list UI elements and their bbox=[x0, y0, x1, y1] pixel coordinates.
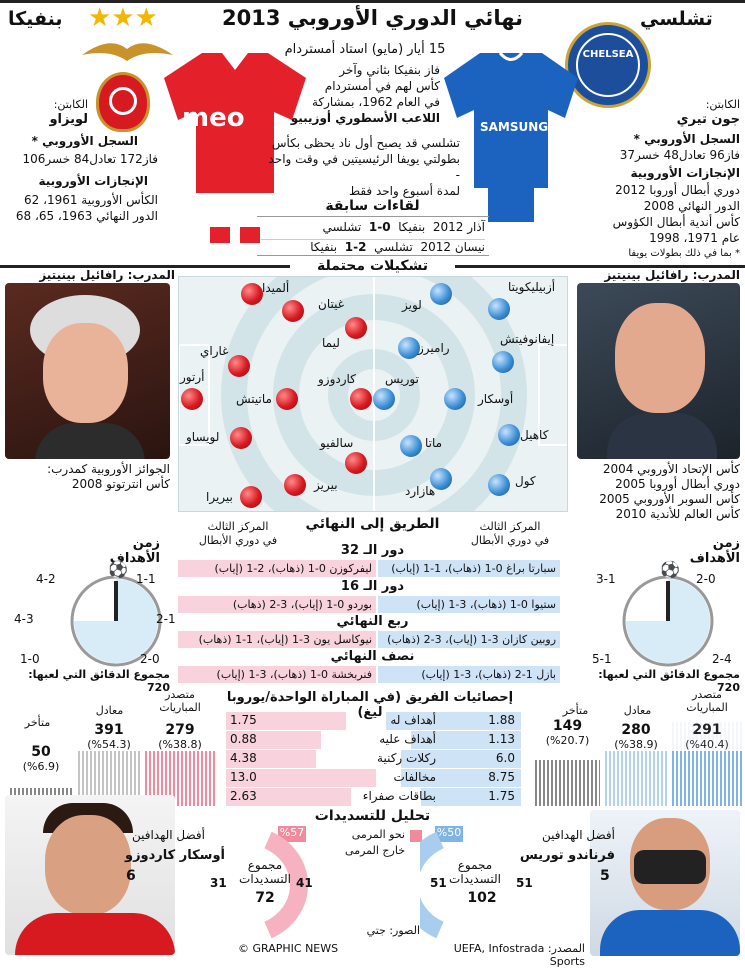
benfica-off-target: 31 bbox=[210, 876, 227, 890]
previous-meeting-row: نيسان 2012 تشلسي 2-1 بنفيكا bbox=[261, 239, 485, 254]
stat-row: 2.63 بطاقات صفراء 1.75 bbox=[226, 788, 521, 806]
benfica-coach-label: المدرب: رافائيل بينيتيز bbox=[39, 268, 175, 282]
player-name: ليما bbox=[322, 336, 340, 350]
rank-value: 391 (%54.3) bbox=[78, 722, 140, 751]
lineups-title: تشكيلات محتملة bbox=[290, 258, 455, 274]
chelsea-captain: جون تيري bbox=[676, 112, 740, 127]
goal-time-label: 5-1 bbox=[592, 652, 612, 666]
player-marker bbox=[276, 388, 298, 410]
page-title: نهائي الدوري الأوروبي 2013 bbox=[222, 6, 523, 30]
chelsea-note: * بما في ذلك بطولات يويفا bbox=[628, 248, 740, 259]
previous-meetings-title: لقاءات سابقة bbox=[325, 198, 420, 214]
chelsea-place: المركز الثالث في دوري الأبطال bbox=[470, 520, 550, 547]
chelsea-record: فاز96 تعادل48 خسر37 bbox=[619, 148, 740, 162]
player-name: توريس bbox=[385, 372, 419, 386]
chelsea-off-target: 51 bbox=[516, 876, 533, 890]
benfica-goal-time-title: زمن الأهداف bbox=[109, 536, 160, 566]
player-marker bbox=[488, 474, 510, 496]
rank-header: متأخر bbox=[24, 716, 51, 729]
rank-value: 149 (%20.7) bbox=[545, 718, 590, 747]
player-marker bbox=[373, 388, 395, 410]
team-benfica-name: بنفيكا bbox=[8, 8, 63, 30]
chelsea-result: بازل 1-2 (ذهاب)، 3-1 (إياب) bbox=[378, 666, 560, 683]
chelsea-crest-icon: CHELSEA bbox=[565, 22, 651, 108]
rank-header: معادل bbox=[95, 704, 124, 717]
benfica-scorer-goals: 6 bbox=[126, 868, 136, 884]
player-name: لويساو bbox=[186, 430, 220, 444]
player-marker bbox=[230, 427, 252, 449]
road-title: الطريق إلى النهائي bbox=[305, 516, 440, 532]
chelsea-achievements: دوري أبطال أوروبا 2012 الدور النهائي 2008 كأس أندية أبطال الكؤوس عام 1971، 1998 bbox=[612, 183, 740, 245]
benfica-scorer-photo bbox=[5, 795, 175, 955]
rank-header: متصدر المباريات bbox=[686, 688, 728, 714]
player-marker bbox=[345, 452, 367, 474]
previous-meetings-table bbox=[257, 216, 489, 256]
benfica-scorer-label: أفضل الهدافين bbox=[131, 828, 205, 842]
goal-time-label: 1-0 bbox=[20, 652, 40, 666]
player-name: أوسكار bbox=[478, 392, 514, 406]
benfica-on-target: 41 bbox=[296, 876, 313, 890]
benfica-total-label: مجموع التسديدات bbox=[239, 858, 291, 886]
player-name: إيفانوفيتش bbox=[500, 332, 555, 346]
chelsea-result: ستيوا 0-1 (ذهاب)، 3-1 (إياب) bbox=[378, 596, 560, 613]
benfica-minutes-label: مجموع الدقائق التي لعبها: 720 bbox=[28, 668, 170, 694]
chelsea-coach-label: المدرب: رافائيل بينيتيز bbox=[604, 268, 740, 282]
stat-row: 1.75 أهداف له 1.88 bbox=[226, 712, 521, 730]
player-marker bbox=[492, 351, 514, 373]
benfica-kit-icon: meo bbox=[160, 48, 310, 248]
chelsea-coach-awards: كأس الإتحاد الأوروبي 2004 دوري أبطال أوروبا 2005 كأس السوبر الأوروبي 2005 كأس العالم للأندية 2010 bbox=[599, 462, 740, 521]
rank-header: متأخر bbox=[562, 704, 589, 717]
benfica-captain: لويزاو bbox=[49, 112, 88, 127]
player-name: لويز bbox=[402, 298, 422, 312]
chelsea-history-text: تشلسي قد يصبح أول ناد يحظى بكأس بطولتي يويفا الرئيسيتين في وقت واحد - لمدة أسبوع واحد فقط bbox=[268, 136, 460, 198]
shots-title: تحليل للتسديدات bbox=[314, 808, 431, 824]
player-name: كاردوزو bbox=[318, 372, 356, 386]
benfica-record-label: السجل الأوروبي * bbox=[31, 134, 138, 148]
chelsea-scorer-name: فرناندو توريس bbox=[519, 848, 615, 863]
player-marker bbox=[498, 424, 520, 446]
stat-row: 0.88 أهداف عليه 1.13 bbox=[226, 731, 521, 749]
chelsea-goal-time-title: زمن الأهداف bbox=[689, 536, 740, 566]
benfica-shot-pct: %57 bbox=[278, 826, 306, 842]
benfica-result: فنربخشة 0-1 (ذهاب)، 3-1 (إياب) bbox=[178, 666, 376, 683]
player-marker bbox=[282, 300, 304, 322]
rank-value: 291 (%40.4) bbox=[672, 722, 742, 751]
benfica-history-text: فاز بنفيكا بثاني وآخر كأس لهم في أمستردام في العام 1962، بمشاركة اللاعب الأسطوري أوزيبيو bbox=[290, 63, 440, 125]
photos-credit: الصور: جتي bbox=[366, 924, 420, 937]
benfica-achievements: الكأس الأوروبية 1961، 62 الدور النهائي 1963، 65، 68 bbox=[15, 193, 158, 223]
rank-value: 280 (%38.9) bbox=[605, 722, 667, 751]
player-marker bbox=[284, 474, 306, 496]
player-marker bbox=[350, 388, 372, 410]
player-name: أرتور bbox=[180, 370, 205, 384]
stats-title: إحصائيات الفريق (في المباراة الواحدة/يوروبا ليغ) bbox=[226, 690, 514, 720]
player-name: بيريز bbox=[314, 478, 338, 492]
stage-label: ربع النهائي bbox=[336, 614, 409, 629]
chelsea-result: سبارتا براغ 0-1 (ذهاب)، 1-1 (إياب) bbox=[378, 560, 560, 577]
chelsea-result: روبين كازان 3-1 (إياب)، 3-2 (ذهاب) bbox=[378, 631, 560, 648]
benfica-crest-icon bbox=[96, 72, 150, 132]
goal-time-label: 2-0 bbox=[140, 652, 160, 666]
player-marker bbox=[430, 283, 452, 305]
football-icon: ⚽ bbox=[660, 560, 680, 579]
chelsea-scorer-goals: 5 bbox=[600, 868, 610, 884]
player-name: بيريرا bbox=[206, 490, 233, 504]
player-name: هازارد bbox=[405, 484, 436, 498]
chelsea-total-label: مجموع التسديدات bbox=[449, 858, 501, 886]
goal-time-label: 2-4 bbox=[712, 652, 732, 666]
player-marker bbox=[488, 298, 510, 320]
chelsea-coach-photo bbox=[577, 283, 740, 459]
stage-label: دور الـ 16 bbox=[340, 579, 405, 594]
stat-row: 4.38 ركلات ركنية 6.0 bbox=[226, 750, 521, 768]
graphic-news-credit: © GRAPHIC NEWS bbox=[238, 942, 339, 955]
benfica-result: نيوكاسل يون 3-1 (إياب)، 1-1 (ذهاب) bbox=[178, 631, 376, 648]
chelsea-goal-clock bbox=[620, 573, 716, 669]
player-name: ماتيتش bbox=[236, 392, 272, 406]
player-name: غيتان bbox=[318, 297, 344, 311]
chelsea-shot-pct: %50 bbox=[435, 826, 463, 842]
benfica-coach-photo bbox=[5, 283, 170, 459]
source-credit: المصدر: UEFA, Infostrada Sports bbox=[453, 942, 585, 968]
benfica-record: فاز172 تعادل84 خسر106 bbox=[22, 152, 158, 166]
player-name: راميرز bbox=[418, 341, 450, 355]
benfica-place: المركز الثالث في دوري الأبطال bbox=[198, 520, 278, 547]
player-name: ماتا bbox=[425, 436, 443, 450]
stage-label: دور الـ 32 bbox=[340, 543, 405, 558]
previous-meeting-row: آذار 2012 بنفيكا 0-1 تشلسي bbox=[322, 220, 485, 234]
benfica-result: ليفركوزن 0-1 (ذهاب)، 2-1 (إياب) bbox=[178, 560, 376, 577]
chelsea-total: 102 bbox=[467, 890, 497, 906]
goal-time-label: 2-1 bbox=[156, 612, 176, 626]
benfica-total: 72 bbox=[255, 890, 275, 906]
chelsea-scorer-label: أفضل الهدافين bbox=[541, 828, 615, 842]
football-icon: ⚽ bbox=[108, 560, 128, 579]
player-name-marker bbox=[345, 317, 367, 339]
team-chelsea-name: تشلسي bbox=[640, 8, 713, 30]
goal-time-label: 4-3 bbox=[14, 612, 34, 626]
rank-value: 50 (%6.9) bbox=[22, 744, 60, 773]
legend-off: خارج المرمى bbox=[345, 844, 405, 857]
player-marker bbox=[228, 355, 250, 377]
benfica-result: بوردو 0-1 (إياب)، 3-2 (ذهاب) bbox=[178, 596, 376, 613]
player-name: كاهيل bbox=[520, 428, 549, 442]
goal-time-label: 3-1 bbox=[596, 572, 616, 586]
chelsea-kit-icon: SAMSUNG bbox=[440, 48, 582, 238]
chelsea-achievements-label: الإنجازات الأوروبية bbox=[630, 166, 740, 180]
player-name: سالفيو bbox=[320, 436, 354, 450]
rank-header: معادل bbox=[623, 704, 652, 717]
goal-time-label: 2-0 bbox=[696, 572, 716, 586]
player-name: غاراي bbox=[200, 344, 229, 358]
match-info: 15 أيار (مايو) استاد أمستردام bbox=[284, 42, 446, 57]
player-name: ألميدا bbox=[262, 281, 290, 295]
benfica-captain-label: الكابتن: bbox=[53, 98, 88, 111]
player-marker bbox=[444, 388, 466, 410]
player-marker bbox=[398, 337, 420, 359]
chelsea-captain-label: الكابتن: bbox=[705, 98, 740, 111]
goal-time-label: 4-2 bbox=[36, 572, 56, 586]
rank-header: متصدر المباريات bbox=[159, 688, 201, 714]
player-marker bbox=[240, 486, 262, 508]
star-icon: ★★★ bbox=[88, 3, 158, 33]
player-marker bbox=[400, 435, 422, 457]
player-name: أزبيليكويتا bbox=[508, 280, 556, 294]
player-name: كول bbox=[515, 474, 536, 488]
benfica-coach-awards: الجوائز الأوروبية كمدرب: كأس انترتوتو 2008 bbox=[47, 462, 170, 491]
chelsea-on-target: 51 bbox=[430, 876, 447, 890]
chelsea-minutes-label: مجموع الدقائق التي لعبها: 720 bbox=[598, 668, 740, 694]
player-marker bbox=[181, 388, 203, 410]
rank-value: 279 (%38.8) bbox=[145, 722, 215, 751]
legend-on: نحو المرمى bbox=[351, 828, 405, 841]
rank-bar bbox=[535, 760, 600, 806]
chelsea-record-label: السجل الأوروبي * bbox=[633, 132, 740, 146]
goal-time-label: 1-1 bbox=[136, 572, 156, 586]
benfica-achievements-label: الإنجازات الأوروبية bbox=[38, 174, 148, 188]
player-marker bbox=[241, 283, 263, 305]
benfica-scorer-name: أوسكار كاردوزو bbox=[124, 848, 225, 863]
stat-row: 13.0 مخالفات 8.75 bbox=[226, 769, 521, 787]
stage-label: نصف النهائي bbox=[330, 649, 415, 664]
